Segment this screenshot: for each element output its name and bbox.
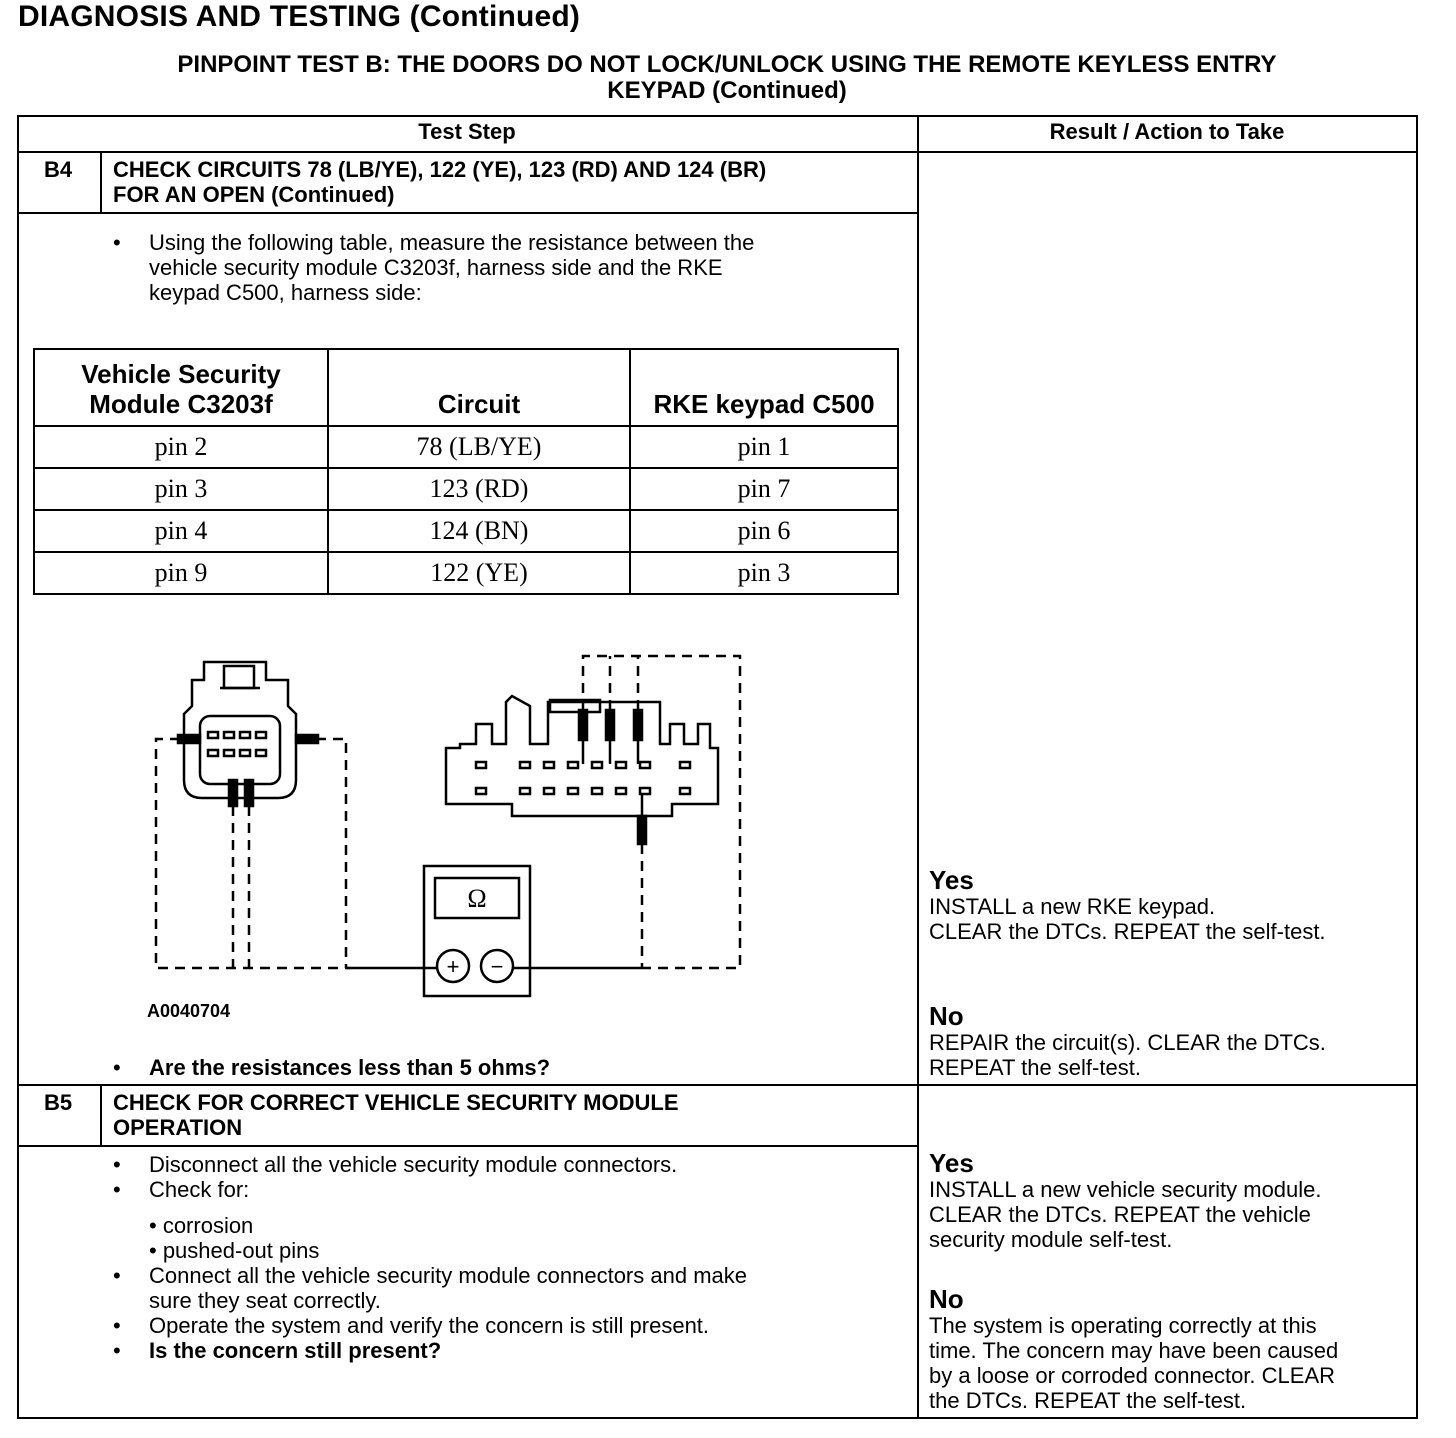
wiring-diagram bbox=[140, 640, 760, 1010]
b5-sub-item: • corrosion bbox=[149, 1213, 254, 1238]
b5-question: Is the concern still present? bbox=[149, 1338, 442, 1363]
step-title-b4 bbox=[113, 157, 766, 207]
b5-no-action bbox=[929, 1313, 1338, 1413]
rke-probe-wires bbox=[583, 740, 642, 816]
action-line: security module self-test. bbox=[929, 1227, 1173, 1252]
table-cell: pin 1 bbox=[630, 426, 898, 468]
b4-instruction bbox=[149, 230, 754, 305]
pin-table-header-row bbox=[34, 349, 898, 426]
table-cell: pin 6 bbox=[630, 510, 898, 552]
bullet: • bbox=[113, 1313, 121, 1338]
col-header-result: Result / Action to Take bbox=[1049, 119, 1285, 144]
step-title-b4-line2: FOR AN OPEN (Continued) bbox=[113, 182, 395, 207]
col-header-test-step: Test Step bbox=[418, 119, 516, 144]
step-id-b4: B4 bbox=[43, 157, 73, 182]
bullet: • bbox=[113, 1055, 121, 1080]
table-cell: pin 3 bbox=[630, 552, 898, 594]
step-title-b5-line1: CHECK FOR CORRECT VEHICLE SECURITY MODULE bbox=[113, 1090, 679, 1115]
table-cell: pin 7 bbox=[630, 468, 898, 510]
table-row bbox=[34, 510, 898, 552]
diagram-id: A0040704 bbox=[147, 1001, 231, 1021]
action-line: by a loose or corroded connector. CLEAR bbox=[929, 1363, 1336, 1388]
pinpoint-test-title-cont: KEYPAD (Continued) bbox=[607, 77, 847, 104]
step-title-b5-line2: OPERATION bbox=[113, 1115, 243, 1140]
table-row bbox=[34, 426, 898, 468]
b5-sub-item: • pushed-out pins bbox=[149, 1238, 320, 1263]
table-row bbox=[34, 468, 898, 510]
instruction-line: Using the following table, measure the resistance between the bbox=[149, 230, 755, 255]
instruction-line: keypad C500, harness side: bbox=[149, 280, 422, 305]
action-line: time. The concern may have been caused bbox=[929, 1338, 1339, 1363]
bullet: • bbox=[113, 230, 121, 255]
pin-table-header: Circuit bbox=[328, 349, 630, 426]
minus-terminal-icon: − bbox=[490, 954, 504, 979]
step-title-b5 bbox=[113, 1090, 679, 1140]
action-line: INSTALL a new vehicle security module. bbox=[929, 1177, 1322, 1202]
b5-step: Check for: bbox=[149, 1177, 250, 1202]
b5-yes-label: Yes bbox=[929, 1148, 974, 1178]
b4-no-label: No bbox=[929, 1001, 964, 1031]
table-cell: pin 3 bbox=[34, 468, 328, 510]
bullet: • bbox=[113, 1177, 121, 1202]
instruction-line: vehicle security module C3203f, harness side and the RKE bbox=[149, 255, 723, 280]
action-line: INSTALL a new RKE keypad. bbox=[929, 894, 1216, 919]
pinpoint-test-title: PINPOINT TEST B: THE DOORS DO NOT LOCK/UNLOCK USING THE REMOTE KEYLESS ENTRY bbox=[177, 51, 1277, 78]
bullet: • bbox=[113, 1263, 121, 1288]
b4-question: Are the resistances less than 5 ohms? bbox=[149, 1055, 551, 1080]
b5-step: Connect all the vehicle security module connectors and make bbox=[149, 1263, 747, 1288]
table-cell: 122 (YE) bbox=[328, 552, 630, 594]
pin-table-header: RKE keypad C500 bbox=[630, 349, 898, 426]
bullet: • bbox=[113, 1152, 121, 1177]
plus-terminal-icon: + bbox=[446, 954, 460, 979]
b5-step: Operate the system and verify the concern is still present. bbox=[149, 1313, 710, 1338]
action-line: The system is operating correctly at this bbox=[929, 1313, 1317, 1338]
table-cell: pin 2 bbox=[34, 426, 328, 468]
pin-table-header: Vehicle Security Module C3203f bbox=[34, 349, 328, 426]
vsm-connector bbox=[184, 662, 296, 798]
table-cell: 124 (BN) bbox=[328, 510, 630, 552]
bullet: • bbox=[113, 1338, 121, 1363]
b5-no-label: No bbox=[929, 1284, 964, 1314]
table-cell: 78 (LB/YE) bbox=[328, 426, 630, 468]
action-line: CLEAR the DTCs. REPEAT the self-test. bbox=[929, 919, 1326, 944]
action-line: the DTCs. REPEAT the self-test. bbox=[929, 1388, 1247, 1413]
table-cell: pin 4 bbox=[34, 510, 328, 552]
table-row bbox=[34, 552, 898, 594]
step-title-b4-line1: CHECK CIRCUITS 78 (LB/YE), 122 (YE), 123 (RD) AND 124 (BR) bbox=[113, 157, 767, 182]
b5-yes-action bbox=[929, 1177, 1322, 1252]
rke-probes bbox=[579, 710, 646, 844]
table-cell: 123 (RD) bbox=[328, 468, 630, 510]
b5-step: Disconnect all the vehicle security module connectors. bbox=[149, 1152, 678, 1177]
b4-no-action bbox=[929, 1030, 1326, 1080]
action-line: CLEAR the DTCs. REPEAT the vehicle bbox=[929, 1202, 1311, 1227]
b4-yes-label: Yes bbox=[929, 865, 974, 895]
table-cell: pin 9 bbox=[34, 552, 328, 594]
action-line: REPAIR the circuit(s). CLEAR the DTCs. bbox=[929, 1030, 1326, 1055]
page-title: DIAGNOSIS AND TESTING (Continued) bbox=[18, 0, 581, 33]
ohm-symbol: Ω bbox=[467, 884, 487, 913]
b4-yes-action bbox=[929, 894, 1326, 944]
step-id-b5: B5 bbox=[43, 1090, 73, 1115]
action-line: REPEAT the self-test. bbox=[929, 1055, 1141, 1080]
pin-table bbox=[33, 348, 899, 595]
b5-step: sure they seat correctly. bbox=[149, 1288, 381, 1313]
